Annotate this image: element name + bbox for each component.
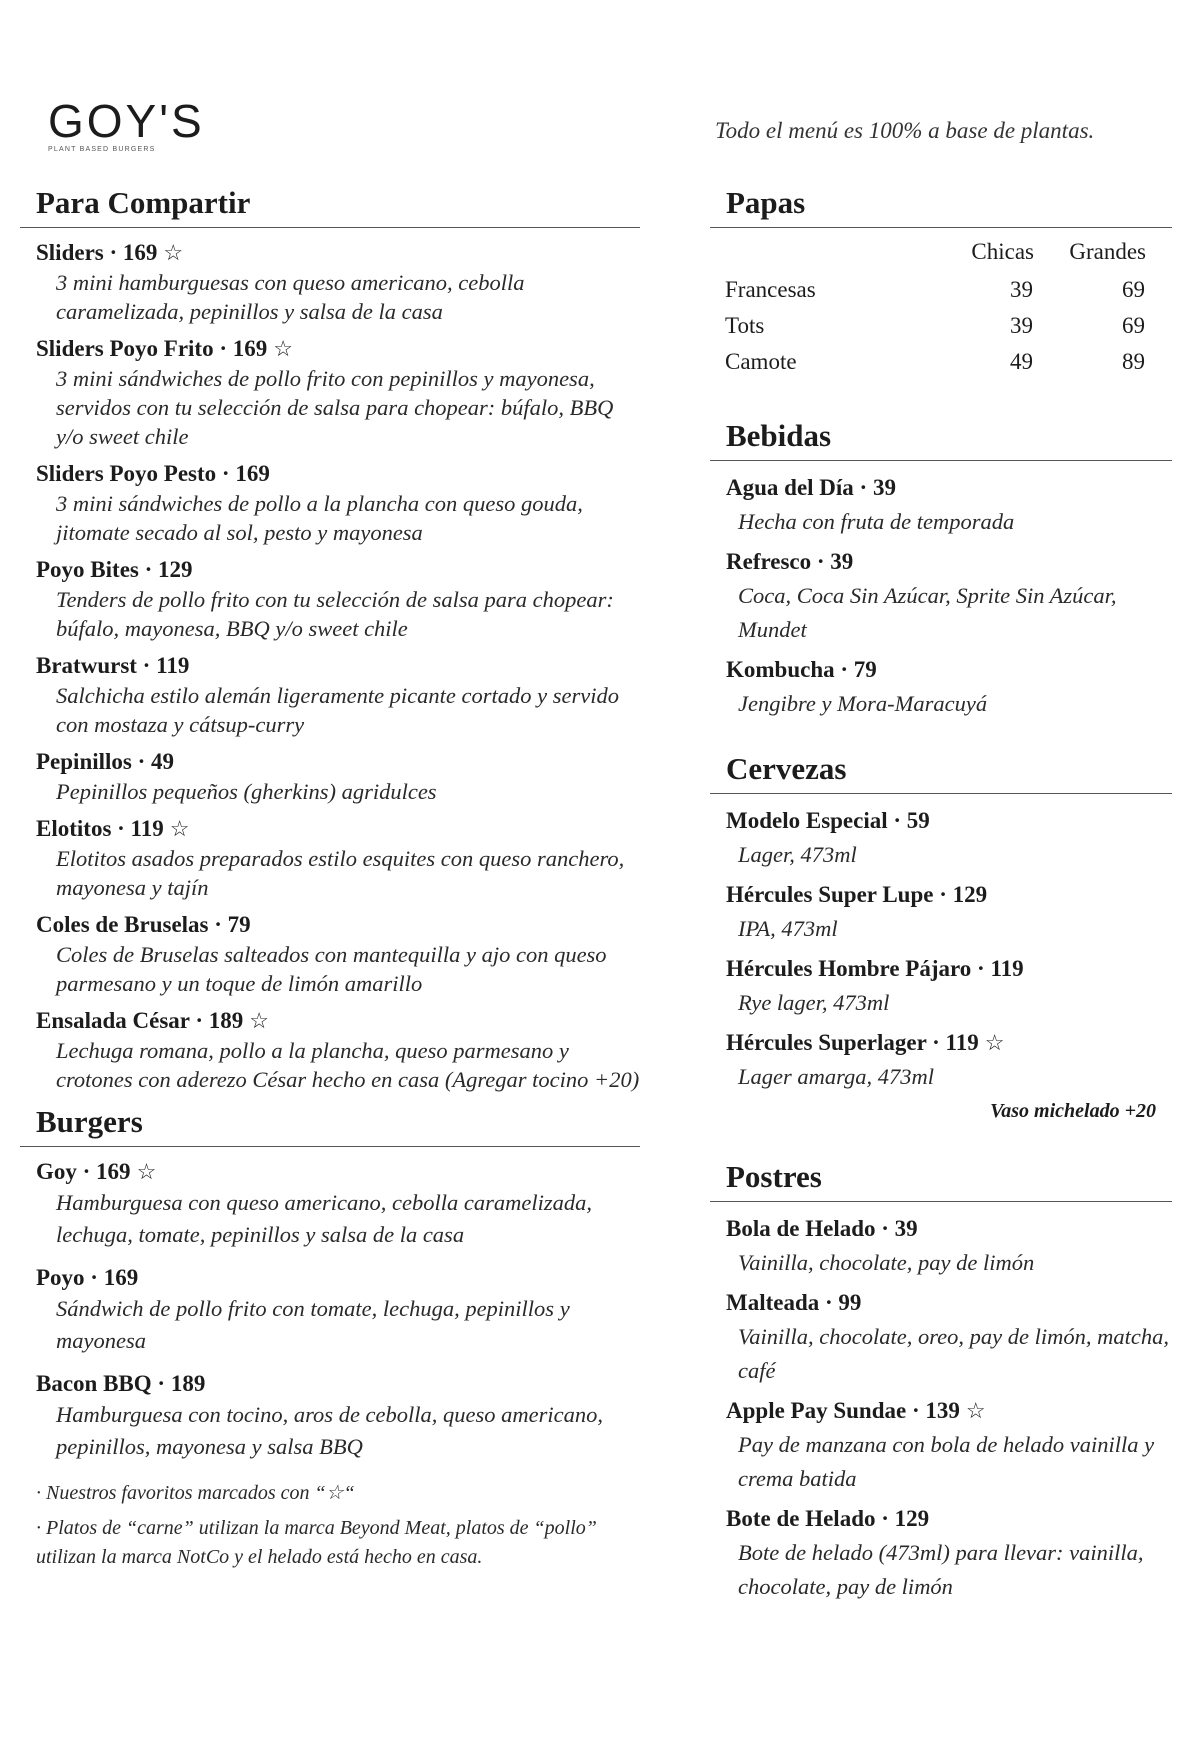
menu-item-name-price: Sliders Poyo Frito · 169 bbox=[36, 336, 268, 361]
section-heading: Postres bbox=[710, 1157, 1172, 1202]
menu-item-description: Coles de Bruselas salteados con mantequilla y ajo con queso parmesano y un toque de limón amarillo bbox=[56, 942, 607, 996]
menu-items bbox=[20, 1147, 640, 1463]
menu-item-name-price: Bacon BBQ · 189 bbox=[36, 1371, 206, 1396]
menu-item-title bbox=[726, 545, 1172, 579]
table-header-chicas: Chicas bbox=[971, 239, 1034, 264]
menu-item-name-price: Pepinillos · 49 bbox=[36, 749, 175, 774]
menu-item-title bbox=[726, 1212, 1172, 1246]
menu-item bbox=[36, 814, 640, 902]
menu-item-description: Jengibre y Mora-Maracuyá bbox=[738, 691, 988, 716]
menu-item-title bbox=[726, 878, 1172, 912]
section-burgers bbox=[20, 1102, 640, 1463]
favorite-star-icon: ☆ bbox=[273, 336, 293, 361]
table-row bbox=[724, 344, 1146, 380]
menu-item-description: Bote de helado (473ml) para llevar: vainilla, chocolate, pay de limón bbox=[738, 1540, 1144, 1599]
menu-item-description: Salchicha estilo alemán ligeramente picante cortado y servido con mostaza y cátsup-curry bbox=[56, 683, 619, 737]
menu-item bbox=[36, 334, 640, 451]
menu-item-description: Lechuga romana, pollo a la plancha, queso parmesano y crotones con aderezo César hecho en casa (Agregar tocino +20) bbox=[56, 1038, 640, 1092]
menu-item-name-price: Agua del Día · 39 bbox=[726, 475, 896, 500]
menu-item bbox=[36, 459, 640, 547]
menu-item-title bbox=[36, 651, 640, 681]
menu-item-title bbox=[36, 334, 640, 364]
favorite-star-icon: ☆ bbox=[136, 1159, 157, 1184]
menu-item-description: IPA, 473ml bbox=[738, 916, 838, 941]
papas-grandes-price: 69 bbox=[1122, 277, 1145, 302]
menu-item-name-price: Apple Pay Sundae · 139 bbox=[726, 1398, 960, 1423]
menu-item bbox=[726, 545, 1172, 647]
menu-item-name-price: Sliders · 169 bbox=[36, 240, 158, 265]
michelado-note: Vaso michelado +20 bbox=[990, 1100, 1156, 1122]
menu-items bbox=[20, 228, 640, 1094]
favorite-star-icon: ☆ bbox=[169, 816, 190, 841]
section-para-compartir bbox=[20, 183, 640, 1094]
menu-item bbox=[36, 747, 640, 806]
menu-item bbox=[36, 555, 640, 643]
menu-item bbox=[36, 1006, 640, 1094]
section-bebidas bbox=[710, 416, 1172, 721]
section-papas bbox=[710, 183, 1172, 380]
section-cervezas bbox=[710, 749, 1172, 1123]
menu-item-description: 3 mini sándwiches de pollo frito con pepinillos y mayonesa, servidos con tu selección de salsa para chopear: búfalo, BBQ y/o sweet chile bbox=[56, 366, 614, 449]
brand-logo bbox=[48, 95, 205, 153]
favorite-star-icon: ☆ bbox=[965, 1398, 986, 1423]
menu-item-title bbox=[36, 747, 640, 777]
menu-item bbox=[36, 1157, 640, 1251]
menu-item-title bbox=[726, 1502, 1172, 1536]
menu-item-name-price: Bola de Helado · 39 bbox=[726, 1216, 918, 1241]
menu-item-description: Tenders de pollo frito con tu selección de salsa para chopear: búfalo, mayonesa, BBQ y/o sweet chile bbox=[56, 587, 614, 641]
note-favorites: · Nuestros favoritos marcados con “☆“ bbox=[36, 1482, 355, 1504]
section-heading: Papas bbox=[710, 183, 1172, 228]
menu-item bbox=[726, 1212, 1172, 1280]
favorite-star-icon: ☆ bbox=[163, 240, 184, 265]
table-header-grandes: Grandes bbox=[1069, 239, 1146, 264]
favorite-star-icon: ☆ bbox=[249, 1008, 269, 1033]
menu-items bbox=[710, 461, 1172, 721]
menu-item-title bbox=[36, 814, 640, 844]
menu-item-name-price: Bratwurst · 119 bbox=[36, 653, 190, 678]
menu-item-name-price: Modelo Especial · 59 bbox=[726, 808, 930, 833]
section-postres bbox=[710, 1157, 1172, 1604]
menu-item bbox=[36, 238, 640, 326]
menu-item-title bbox=[36, 1369, 640, 1399]
left-column bbox=[20, 183, 640, 1578]
menu-item-description: Lager amarga, 473ml bbox=[738, 1064, 935, 1089]
menu-item bbox=[36, 1263, 640, 1357]
menu-item-name-price: Refresco · 39 bbox=[726, 549, 854, 574]
section-heading: Burgers bbox=[20, 1102, 640, 1147]
menu-item bbox=[726, 1502, 1172, 1604]
menu-item-description: Lager, 473ml bbox=[738, 842, 857, 867]
menu-item-name-price: Bote de Helado · 129 bbox=[726, 1506, 930, 1531]
menu-item-title bbox=[726, 952, 1172, 986]
menu-item-title bbox=[36, 1263, 640, 1293]
menu-item-description: Pepinillos pequeños (gherkins) agridulces bbox=[56, 779, 437, 804]
menu-item-name-price: Poyo · 169 bbox=[36, 1265, 139, 1290]
menu-item bbox=[726, 1026, 1172, 1094]
menu-item-description: Hecha con fruta de temporada bbox=[738, 509, 1015, 534]
menu-item bbox=[726, 878, 1172, 946]
papas-name: Tots bbox=[725, 313, 765, 338]
papas-name: Francesas bbox=[725, 277, 816, 302]
menu-items bbox=[710, 794, 1172, 1094]
table-header-name bbox=[724, 236, 924, 272]
menu-item bbox=[36, 1369, 640, 1463]
menu-item-name-price: Hércules Hombre Pájaro · 119 bbox=[726, 956, 1024, 981]
section-heading: Bebidas bbox=[710, 416, 1172, 461]
menu-item-title bbox=[726, 471, 1172, 505]
menu-item-description: Vainilla, chocolate, oreo, pay de limón, matcha, café bbox=[738, 1324, 1169, 1383]
section-heading: Para Compartir bbox=[20, 183, 640, 228]
menu-item-name-price: Hércules Super Lupe · 129 bbox=[726, 882, 988, 907]
menu-item bbox=[726, 653, 1172, 721]
menu-item-name-price: Ensalada César · 189 bbox=[36, 1008, 244, 1033]
note-brands: · Platos de “carne” utilizan la marca Beyond Meat, platos de “pollo” utilizan la marca NotCo y el helado está hecho en casa. bbox=[36, 1517, 597, 1568]
menu-item bbox=[36, 651, 640, 739]
menu-item-description: Vainilla, chocolate, pay de limón bbox=[738, 1250, 1035, 1275]
menu-item-description: Elotitos asados preparados estilo esquites con queso ranchero, mayonesa y tajín bbox=[56, 846, 625, 900]
table-row bbox=[724, 272, 1146, 308]
menu-item bbox=[726, 952, 1172, 1020]
menu-item-title bbox=[726, 1394, 1172, 1428]
papas-chicas-price: 39 bbox=[1010, 313, 1033, 338]
table-row bbox=[724, 308, 1146, 344]
menu-item-description: Sándwich de pollo frito con tomate, lechuga, pepinillos y mayonesa bbox=[56, 1296, 570, 1353]
menu-item-name-price: Elotitos · 119 bbox=[36, 816, 164, 841]
table-header-row bbox=[724, 236, 1146, 272]
menu-item-description: Pay de manzana con bola de helado vainilla y crema batida bbox=[738, 1432, 1155, 1491]
menu-item-name-price: Hércules Superlager · 119 bbox=[726, 1030, 979, 1055]
menu-item bbox=[726, 804, 1172, 872]
menu-item-name-price: Malteada · 99 bbox=[726, 1290, 862, 1315]
menu-item-title bbox=[726, 1026, 1172, 1060]
menu-item-description: Coca, Coca Sin Azúcar, Sprite Sin Azúcar, Mundet bbox=[738, 583, 1117, 642]
menu-item-description: Rye lager, 473ml bbox=[738, 990, 890, 1015]
menu-item-description: 3 mini sándwiches de pollo a la plancha con queso gouda, jitomate secado al sol, pesto y mayonesa bbox=[56, 491, 583, 545]
menu-item-name-price: Poyo Bites · 129 bbox=[36, 557, 193, 582]
papas-chicas-price: 49 bbox=[1010, 349, 1033, 374]
menu-item bbox=[726, 471, 1172, 539]
section-heading: Cervezas bbox=[710, 749, 1172, 794]
menu-notes bbox=[20, 1475, 640, 1572]
menu-item bbox=[36, 910, 640, 998]
menu-item-name-price: Coles de Bruselas · 79 bbox=[36, 912, 251, 937]
menu-item-title bbox=[36, 238, 640, 268]
menu-item-description: 3 mini hamburguesas con queso americano, cebolla caramelizada, pepinillos y salsa de la casa bbox=[56, 270, 525, 324]
menu-item-name-price: Goy · 169 bbox=[36, 1159, 131, 1184]
menu-item bbox=[726, 1394, 1172, 1496]
menu-item-title bbox=[36, 459, 640, 489]
papas-chicas-price: 39 bbox=[1010, 277, 1033, 302]
menu-item-name-price: Kombucha · 79 bbox=[726, 657, 877, 682]
menu-item-title bbox=[36, 1157, 640, 1187]
papas-grandes-price: 89 bbox=[1122, 349, 1145, 374]
menu-tagline: Todo el menú es 100% a base de plantas. bbox=[715, 118, 1095, 143]
logo-subtitle: PLANT BASED BURGERS bbox=[48, 146, 156, 153]
menu-item-title bbox=[36, 555, 640, 585]
menu-item-description: Hamburguesa con queso americano, cebolla caramelizada, lechuga, tomate, pepinillos y salsa de la casa bbox=[56, 1190, 592, 1247]
menu-item-name-price: Sliders Poyo Pesto · 169 bbox=[36, 461, 270, 486]
favorite-star-icon: ☆ bbox=[984, 1030, 1005, 1055]
papas-table bbox=[724, 236, 1146, 380]
logo-wordmark: GOY'S bbox=[48, 95, 205, 147]
menu-item bbox=[726, 1286, 1172, 1388]
menu-item-title bbox=[726, 804, 1172, 838]
menu-items bbox=[710, 1202, 1172, 1604]
papas-name: Camote bbox=[725, 349, 797, 374]
menu-item-title bbox=[36, 1006, 640, 1036]
menu-item-title bbox=[726, 1286, 1172, 1320]
menu-item-title bbox=[726, 653, 1172, 687]
menu-item-title bbox=[36, 910, 640, 940]
right-column bbox=[710, 183, 1172, 1610]
menu-item-description: Hamburguesa con tocino, aros de cebolla, queso americano, pepinillos, mayonesa y salsa BBQ bbox=[56, 1402, 603, 1459]
papas-grandes-price: 69 bbox=[1122, 313, 1145, 338]
